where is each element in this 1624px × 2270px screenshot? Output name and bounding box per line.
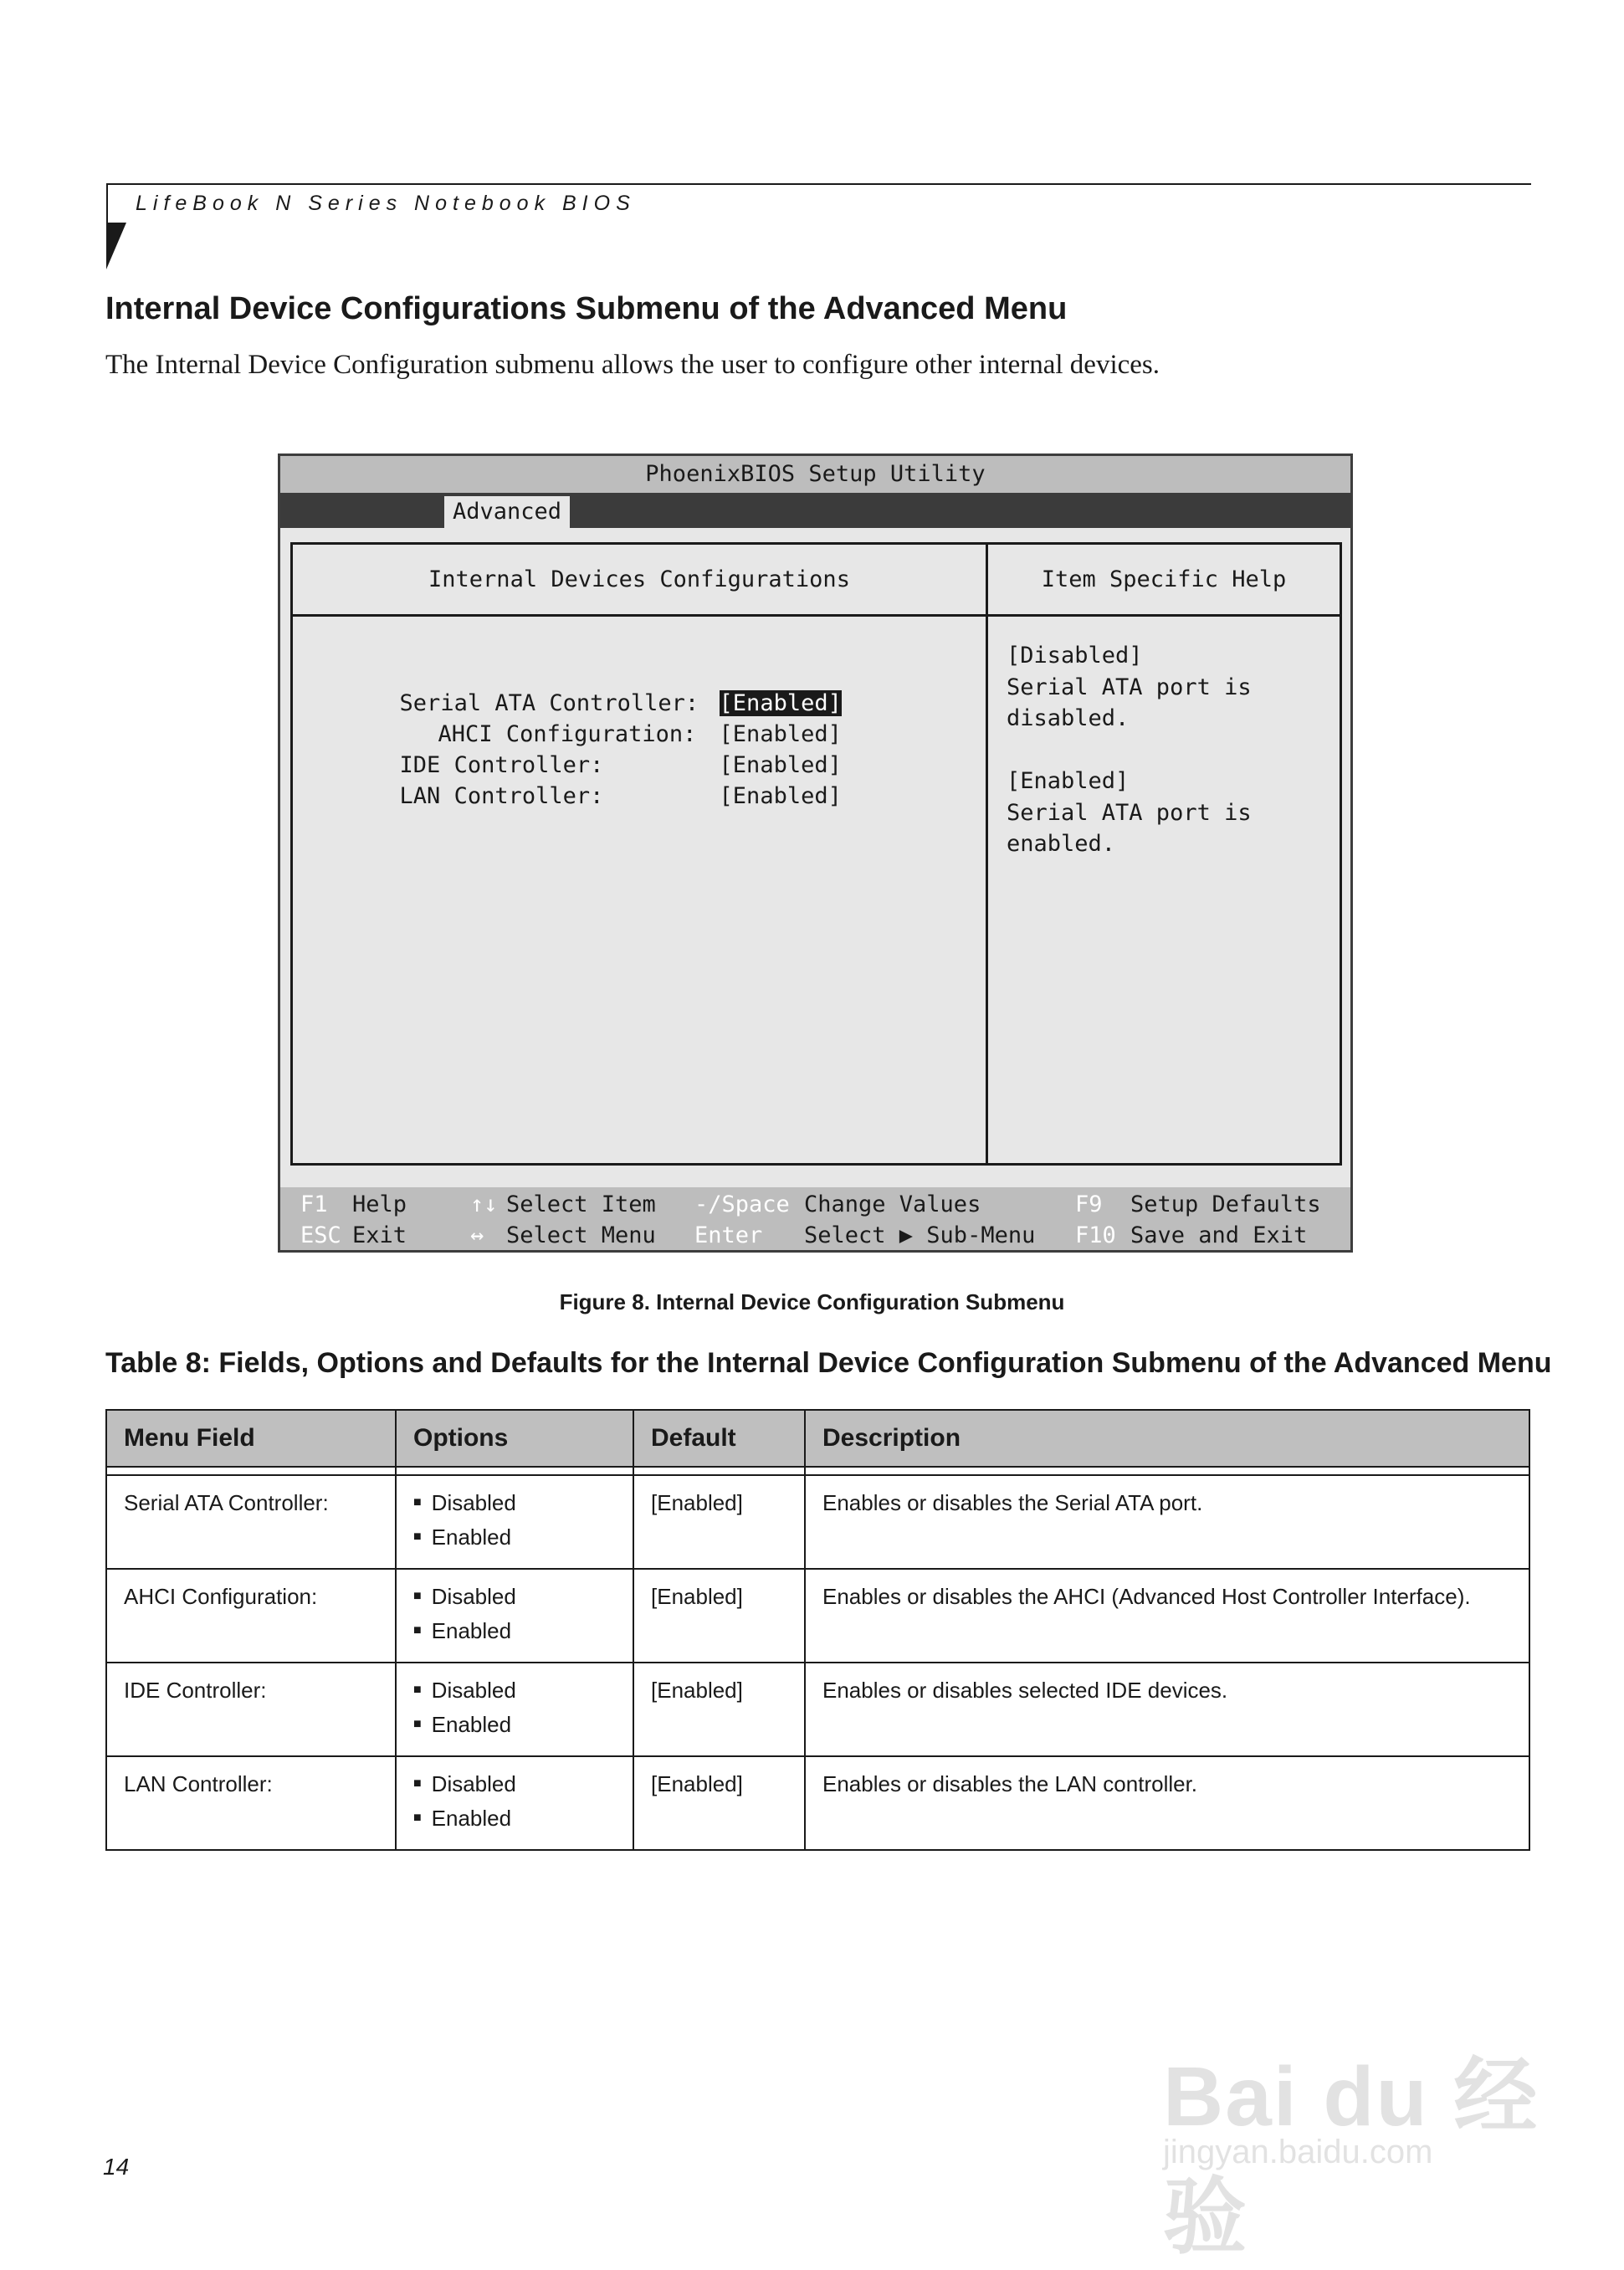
header-rule	[106, 183, 1531, 185]
field-value[interactable]: [Enabled]	[719, 752, 842, 778]
bios-field-value[interactable]	[638, 750, 842, 843]
panel-divider-horizontal	[293, 614, 1340, 617]
up-down-arrows-icon: ↑↓	[470, 1191, 498, 1217]
table-row	[106, 1663, 1529, 1756]
options-cell	[396, 1756, 633, 1850]
option-item: ■ Disabled	[413, 1675, 616, 1709]
option-item: ■ Enabled	[413, 1522, 616, 1556]
option-item: ■ Enabled	[413, 1616, 616, 1650]
watermark-url: jingyan.baidu.com	[1163, 2134, 1433, 2170]
column-header: Options	[396, 1410, 633, 1467]
default-cell: [Enabled]	[633, 1756, 805, 1850]
panel-divider-vertical	[986, 545, 988, 1163]
description-cell: Enables or disables the Serial ATA port.	[805, 1475, 1529, 1569]
f10-key: F10	[1075, 1222, 1116, 1248]
menu-field-cell: LAN Controller:	[106, 1756, 396, 1850]
figure-caption: Figure 8. Internal Device Configuration Submenu	[559, 1289, 1065, 1314]
esc-key: ESC	[300, 1222, 341, 1248]
section-title: Internal Device Configurations Submenu of the Advanced Menu	[105, 291, 1068, 326]
menu-field-cell: IDE Controller:	[106, 1663, 396, 1756]
bios-title: PhoenixBIOS Setup Utility	[280, 456, 1350, 493]
field-value[interactable]: [Enabled]	[719, 721, 842, 747]
select-menu-action: Select Menu	[506, 1222, 656, 1248]
column-header: Description	[805, 1410, 1529, 1467]
column-header: Menu Field	[106, 1410, 396, 1467]
bios-screen	[278, 453, 1353, 1253]
bios-footer	[280, 1187, 1350, 1250]
space-key: -/Space	[694, 1191, 790, 1217]
enter-key: Enter	[694, 1222, 763, 1248]
setup-defaults-action: Setup Defaults	[1130, 1191, 1321, 1217]
page-number: 14	[103, 2154, 130, 2180]
header-tab-mark	[106, 223, 126, 269]
field-label: IDE Controller:	[399, 752, 604, 778]
table-row	[106, 1569, 1529, 1663]
change-values-action: Change Values	[804, 1191, 981, 1217]
esc-action: Exit	[352, 1222, 407, 1248]
field-label: Serial ATA Controller:	[399, 690, 699, 716]
table-row	[106, 1756, 1529, 1850]
select-item-action: Select Item	[506, 1191, 656, 1217]
tab-advanced[interactable]: Advanced	[444, 496, 570, 528]
running-header: LifeBook N Series Notebook BIOS	[136, 192, 636, 215]
panel-heading-left: Internal Devices Configurations	[428, 566, 850, 592]
baidu-watermark	[1163, 1996, 1539, 2264]
column-header: Default	[633, 1410, 805, 1467]
option-item: ■ Disabled	[413, 1488, 616, 1522]
field-value[interactable]: [Enabled]	[719, 783, 842, 809]
panel-heading-help: Item Specific Help	[1041, 566, 1287, 592]
option-item: ■ Disabled	[413, 1769, 616, 1803]
options-table	[105, 1409, 1530, 1851]
default-cell: [Enabled]	[633, 1475, 805, 1569]
option-item: ■ Enabled	[413, 1803, 616, 1837]
menu-field-cell: AHCI Configuration:	[106, 1569, 396, 1663]
options-cell	[396, 1475, 633, 1569]
table-header-row	[106, 1410, 1529, 1467]
item-help-text: [Disabled] Serial ATA port is disabled. [Enabled] Serial ATA port is enabled.	[1007, 643, 1252, 857]
bios-field-row[interactable]	[318, 750, 603, 843]
description-cell: Enables or disables selected IDE devices.	[805, 1663, 1529, 1756]
intro-paragraph: The Internal Device Configuration submenu allows the user to configure other internal devices.	[105, 350, 1160, 380]
menu-field-cell: Serial ATA Controller:	[106, 1475, 396, 1569]
default-cell: [Enabled]	[633, 1569, 805, 1663]
field-value-selected[interactable]: [Enabled]	[719, 690, 842, 716]
f1-action: Help	[352, 1191, 407, 1217]
description-cell: Enables or disables the AHCI (Advanced Host Controller Interface).	[805, 1569, 1529, 1663]
option-item: ■ Disabled	[413, 1581, 616, 1616]
field-label: AHCI Configuration:	[438, 721, 697, 747]
left-right-arrows-icon: ↔	[470, 1222, 484, 1248]
save-and-exit-action: Save and Exit	[1130, 1222, 1308, 1248]
f1-key: F1	[300, 1191, 328, 1217]
default-cell: [Enabled]	[633, 1663, 805, 1756]
table-row	[106, 1475, 1529, 1569]
option-item: ■ Enabled	[413, 1709, 616, 1744]
field-label: LAN Controller:	[399, 783, 604, 809]
header-separator	[106, 1467, 1529, 1475]
table-title: Table 8: Fields, Options and Defaults for the Internal Device Configuration Submenu of the Advanced Menu	[105, 1347, 1552, 1379]
description-cell: Enables or disables the LAN controller.	[805, 1756, 1529, 1850]
select-submenu-action: Select ▶ Sub-Menu	[804, 1222, 1036, 1248]
f9-key: F9	[1075, 1191, 1103, 1217]
watermark-logo: Bai du 经验	[1163, 2050, 1539, 2264]
options-cell	[396, 1663, 633, 1756]
bios-menu-bar	[280, 493, 1350, 528]
options-cell	[396, 1569, 633, 1663]
